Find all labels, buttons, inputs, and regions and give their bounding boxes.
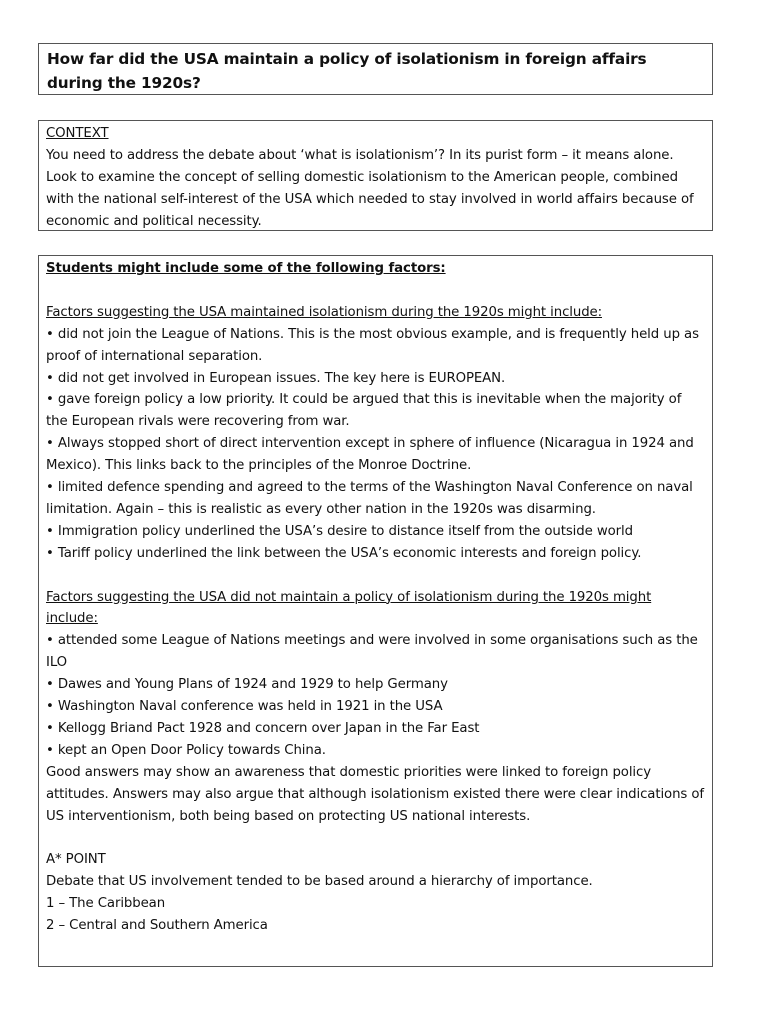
factors-intro: Students might include some of the following factors: [46,261,446,276]
not-maintained-point: • Washington Naval conference was held in 1921 in the USA [46,699,443,715]
maintained-point: • did not join the League of Nations. This is the most obvious example, and is frequently held up as proof of international separation. [46,326,699,364]
factors-box [38,255,713,967]
maintained-point: • gave foreign policy a low priority. It could be argued that this is inevitable when the majority of the European rivals were recovering from war. [46,392,682,430]
not-maintained-point: • attended some League of Nations meetings and were involved in some organisations such as the ILO [46,633,698,671]
spacer [46,565,705,587]
question-title: How far did the USA maintain a policy of isolationism in foreign affairs during the 1920s? [47,50,647,92]
spacer [46,828,705,850]
good-answers-paragraph: Good answers may show an awareness that domestic priorities were linked to foreign policy attitudes. Answers may also argue that although isolationism existed there were clear indications of US interventionism, both being based on protecting US national interests. [46,764,704,824]
a-star-item: 1 – The Caribbean [46,896,166,912]
maintained-point: • Immigration policy underlined the USA’s desire to distance itself from the outside world [46,523,633,539]
not-maintained-heading: Factors suggesting the USA did not maintain a policy of isolationism during the 1920s might include: [46,589,652,627]
maintained-point: • Tariff policy underlined the link between the USA’s economic interests and foreign policy. [46,545,642,561]
spacer [46,280,705,302]
context-body: You need to address the debate about ‘what is isolationism’? In its purist form – it means alone. Look to examine the concept of selling domestic isolationism to the American people, combined with the national self-interest of the USA which needed to stay involved in world affairs because of economic and political necessity. [46,147,694,229]
a-star-item: 2 – Central and Southern America [46,918,268,934]
context-heading: CONTEXT [46,126,109,141]
not-maintained-point: • kept an Open Door Policy towards China. [46,742,326,758]
not-maintained-point: • Dawes and Young Plans of 1924 and 1929 to help Germany [46,677,448,693]
not-maintained-point: • Kellogg Briand Pact 1928 and concern over Japan in the Far East [46,721,480,736]
maintained-heading: Factors suggesting the USA maintained isolationism during the 1920s might include: [46,304,602,320]
maintained-point: • Always stopped short of direct intervention except in sphere of influence (Nicaragua in 1924 and Mexico). This links back to the principles of the Monroe Doctrine. [46,436,694,474]
question-box [38,43,713,95]
a-star-heading: A* POINT [46,852,106,868]
maintained-point: • limited defence spending and agreed to the terms of the Washington Naval Conference on naval limitation. Again – this is realistic as every other nation in the 1920s was disarming. [46,480,693,517]
a-star-body: Debate that US involvement tended to be based around a hierarchy of importance. [46,874,593,890]
context-box [38,120,713,231]
maintained-point: • did not get involved in European issues. The key here is EUROPEAN. [46,370,506,386]
